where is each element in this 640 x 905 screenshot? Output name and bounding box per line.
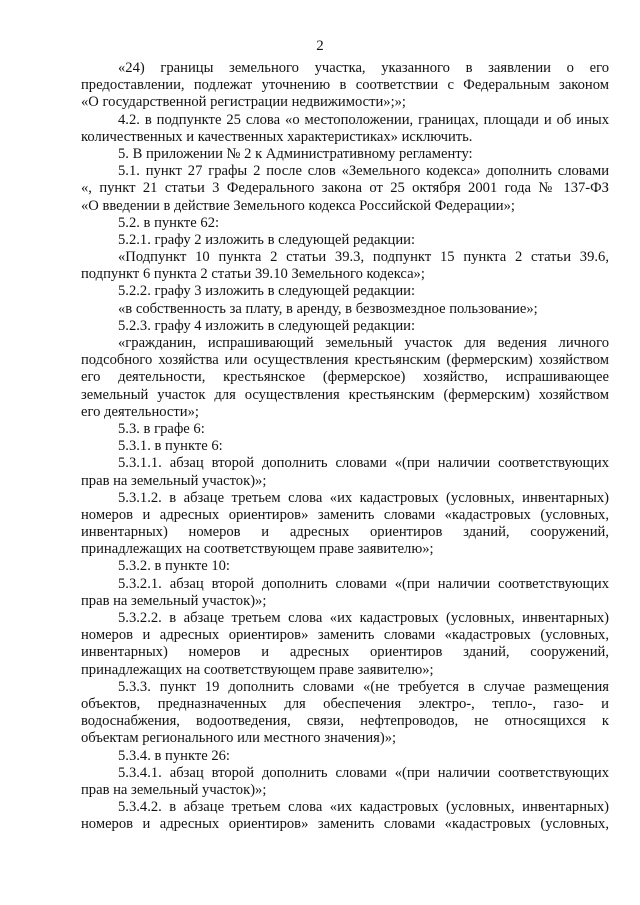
text-line: 5.3.4.2. в абзаце третьем слова «их кадастровых (условных, инвентарных) [118,799,609,816]
text-line: его деятельности, крестьянское (фермерское) хозяйство, испрашивающее [81,369,609,386]
text-line: земельный участок для осуществления крестьянским (фермерским) хозяйством [81,386,609,403]
text-line: подпункт 6 пункта 2 статьи 39.10 Земельного кодекса»; [81,266,425,283]
text-line: «в собственность за плату, в аренду, в безвозмездное пользование»; [118,300,538,317]
text-line: 5. В приложении № 2 к Административному регламенту: [118,145,473,162]
text-line: 5.3.4. в пункте 26: [118,747,230,764]
text-line: «Подпункт 10 пункта 2 статьи 39.3, подпункт 15 пункта 2 статьи 39.6, [118,249,609,266]
document-body [81,60,609,833]
text-line: номеров и адресных ориентиров» заменить словами «кадастровых (условных, [81,506,609,523]
text-line: 4.2. в подпункте 25 слова «о местоположении, границах, площади и об иных [118,111,609,128]
text-line: принадлежащих на соответствующем праве заявителю»; [81,541,434,558]
text-line: 5.2. в пункте 62: [118,214,220,231]
text-line: номеров и адресных ориентиров» заменить словами «кадастровых (условных, [81,816,609,833]
page-number: 2 [316,38,324,54]
text-line: водоснабжения, водоотведения, связи, нефтепроводов, не относящихся к [81,713,609,730]
text-line: 5.3.1. в пункте 6: [118,438,223,455]
text-line: предоставлении, подлежат уточнению в соответствии с Федеральным законом [81,77,609,94]
text-line: принадлежащих на соответствующем праве заявителю»; [81,661,434,678]
text-line: 5.3.3. пункт 19 дополнить словами «(не требуется в случае размещения [118,678,609,695]
text-line: прав на земельный участок)»; [81,781,267,798]
text-line: 5.3.2.2. в абзаце третьем слова «их кадастровых (условных, инвентарных) [118,610,609,626]
text-line: объектам регионального или местного значения)»; [81,730,397,747]
text-line: 5.2.2. графу 3 изложить в следующей редакции: [118,283,416,300]
text-line: «О введении в действие Земельного кодекса Российской Федерации»; [81,197,515,214]
text-line: 5.2.1. графу 2 изложить в следующей редакции: [118,231,416,248]
text-line: 5.3.4.1. абзац второй дополнить словами «(при наличии соответствующих [118,764,609,781]
text-line: «, пункт 21 статьи 3 Федерального закона от 25 октября 2001 года № 137-ФЗ [81,180,609,197]
text-line: инвентарных) номеров и адресных ориентиров зданий, сооружений, [81,644,609,661]
text-line: «гражданин, испрашивающий земельный участок для ведения личного [118,335,609,351]
text-line: «24) границы земельного участка, указанного в заявлении о его [118,60,609,76]
text-line: 5.3.1.2. в абзаце третьем слова «их кадастровых (условных, инвентарных) [118,489,609,506]
text-line: прав на земельный участок)»; [81,592,267,609]
text-line: количественных и качественных характеристиках» исключить. [81,128,473,145]
text-line: 5.3.2.1. абзац второй дополнить словами «(при наличии соответствующих [118,575,609,592]
text-line: 5.3. в графе 6: [118,420,205,437]
text-line: 5.2.3. графу 4 изложить в следующей редакции: [118,317,416,334]
text-line: объектов, предназначенных для обеспечения электро-, тепло-, газо- и [81,695,609,712]
text-line: инвентарных) номеров и адресных ориентиров зданий, сооружений, [81,524,609,541]
text-line: его деятельности»; [81,403,199,420]
text-line: 5.3.2. в пункте 10: [118,558,230,575]
text-line: прав на земельный участок)»; [81,472,267,489]
text-line: «О государственной регистрации недвижимости»;»; [81,94,406,111]
text-line: номеров и адресных ориентиров» заменить словами «кадастровых (условных, [81,627,609,644]
text-line: подсобного хозяйства или осуществления крестьянским (фермерским) хозяйством [81,352,609,369]
text-line: 5.1. пункт 27 графы 2 после слов «Земельного кодекса» дополнить словами [118,163,609,180]
text-line: 5.3.1.1. абзац второй дополнить словами «(при наличии соответствующих [118,455,609,472]
